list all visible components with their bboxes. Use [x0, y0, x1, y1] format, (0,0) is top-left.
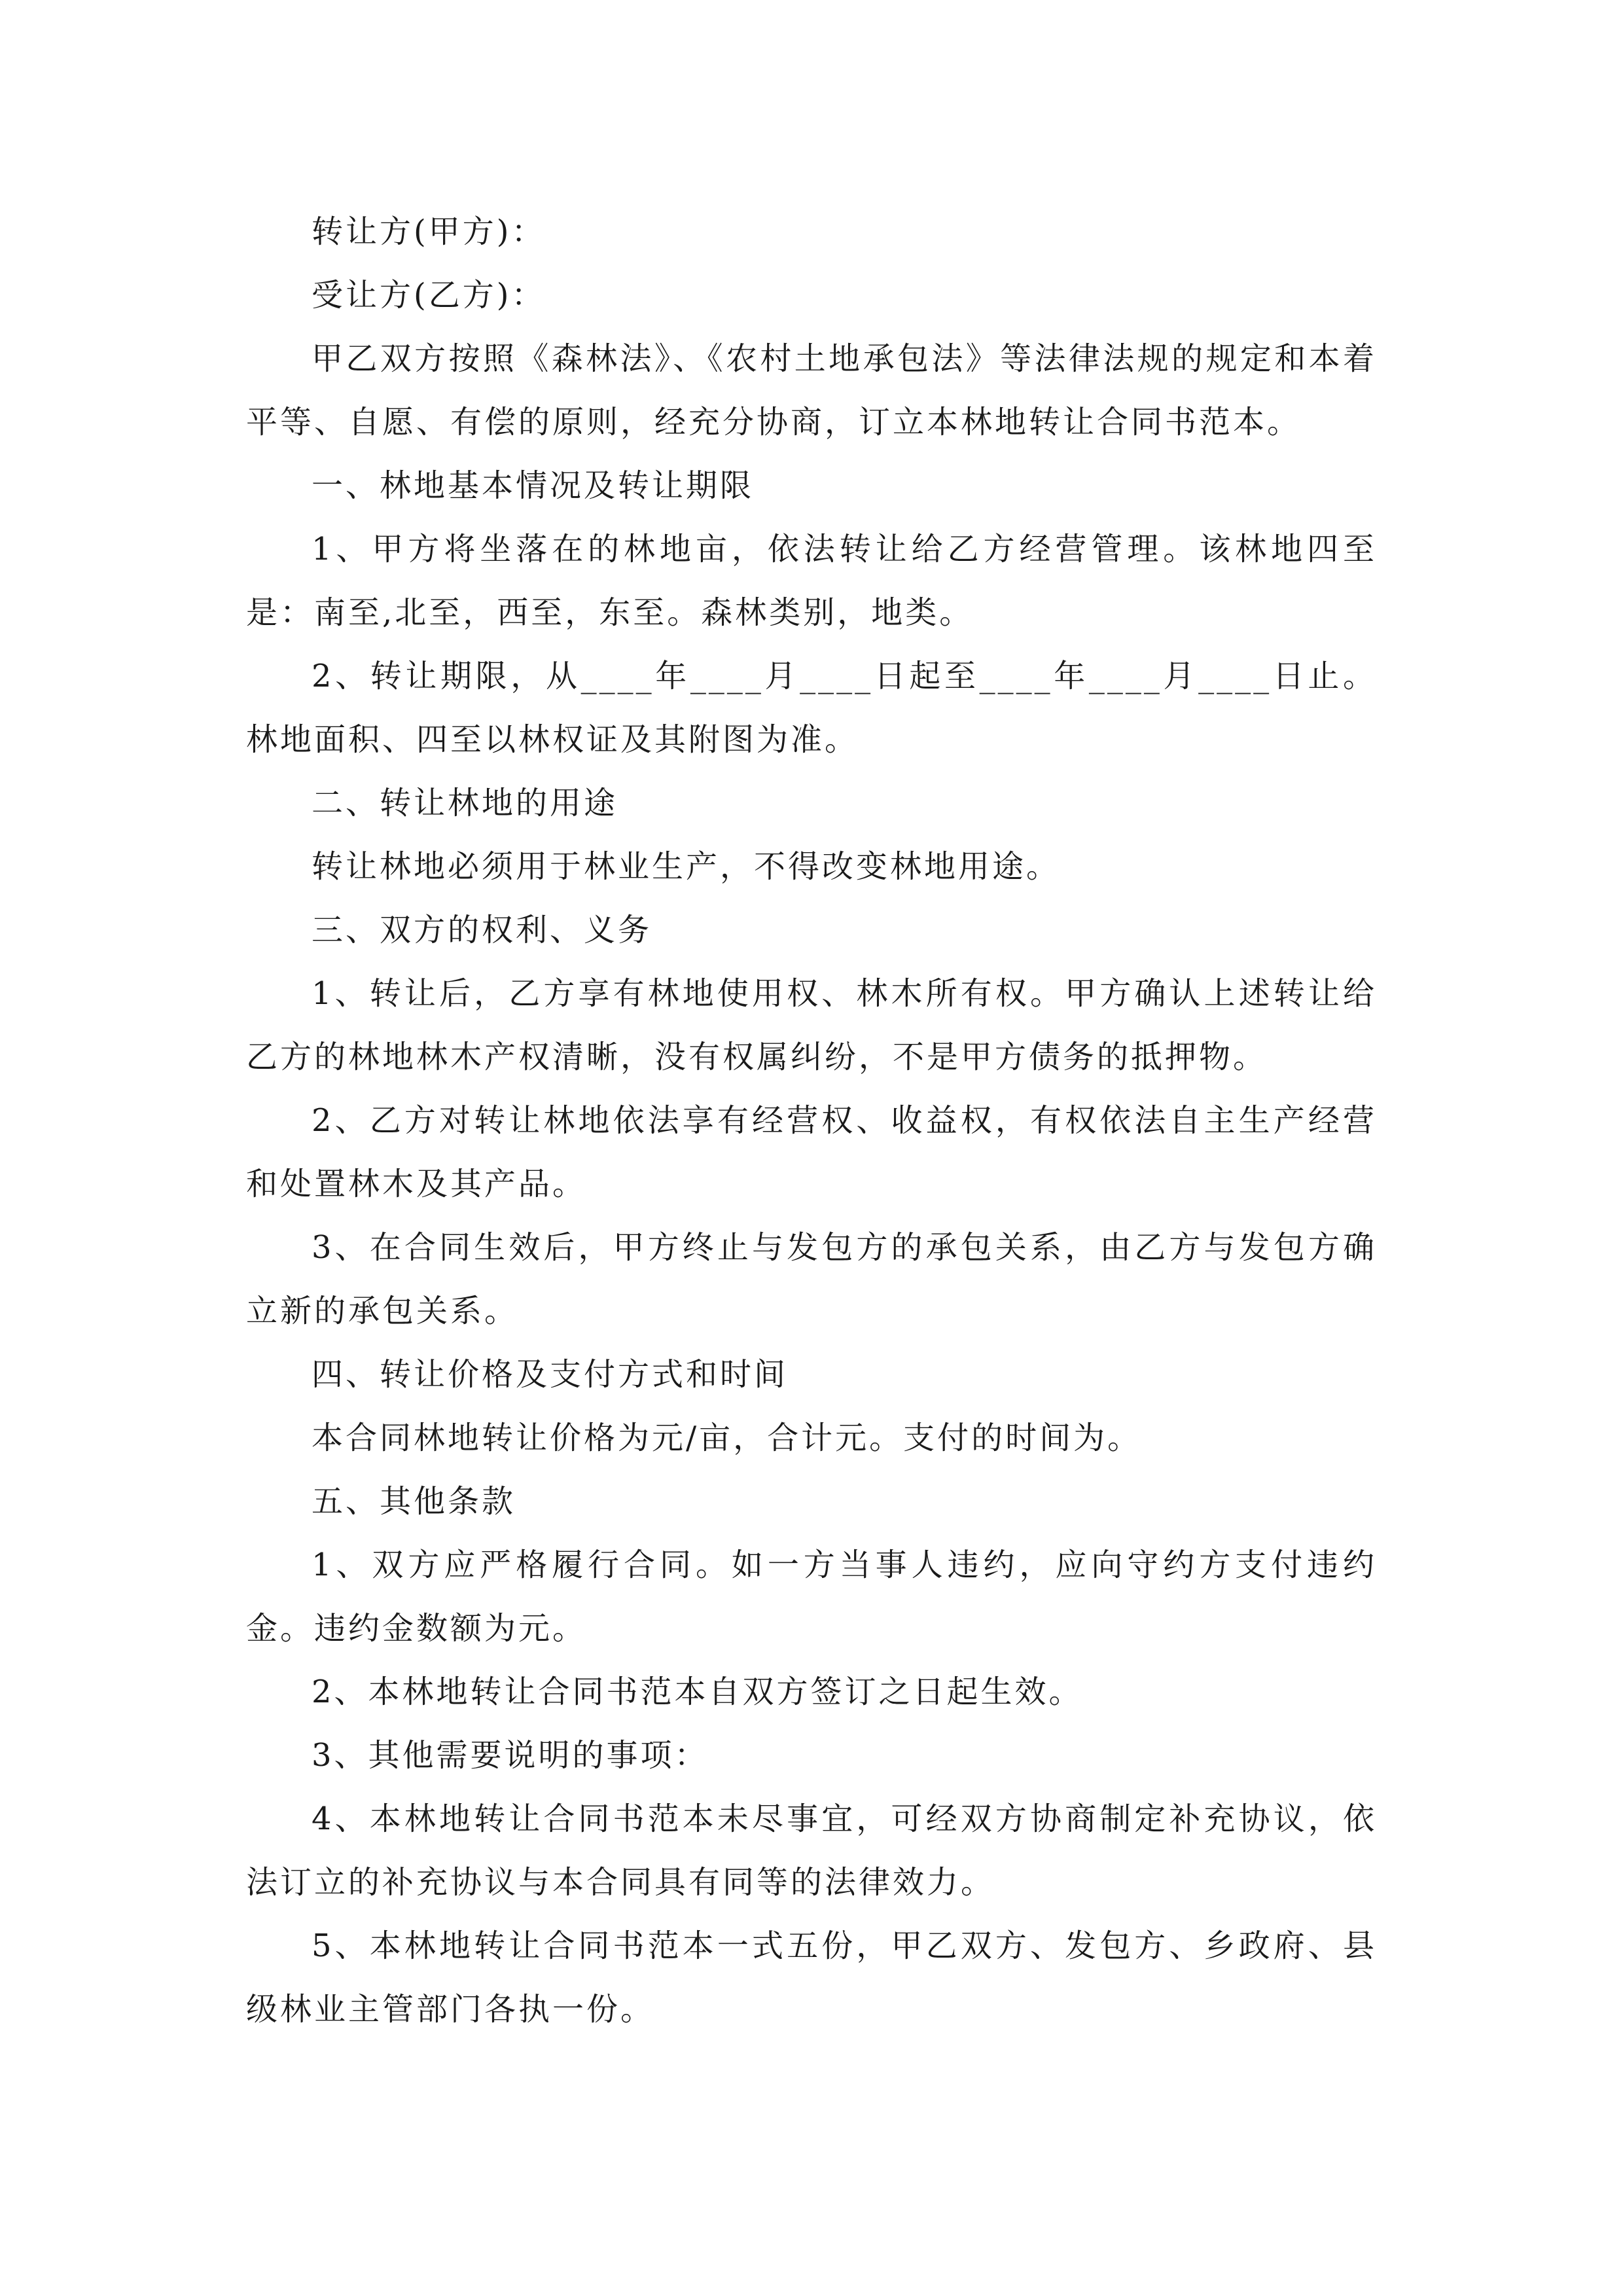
- section-1-heading: 一、林地基本情况及转让期限: [312, 467, 755, 504]
- transferor-label: 转让方(甲方)：: [312, 213, 546, 250]
- section-3-item-2: 2、乙方对转让林地依法享有经营权、收益权，有权依法自主生产经营和处置林木及其产品。: [246, 1102, 1377, 1202]
- preamble-paragraph: 甲乙双方按照《森林法》、《农村土地承包法》等法律法规的规定和本着平等、自愿、有偿的原则，经充分协商，订立本林地转让合同书范本。: [246, 340, 1377, 440]
- section-2-body: 转让林地必须用于林业生产，不得改变林地用途。: [312, 848, 1061, 885]
- section-3-heading: 三、双方的权利、义务: [312, 912, 652, 948]
- section-1-item-2: 2、转让期限，从____年____月____日起至____年____月____日止。林地面积、四至以林权证及其附图为准。: [246, 658, 1377, 758]
- section-5-item-1: 1、双方应严格履行合同。如一方当事人违约，应向守约方支付违约金。违约金数额为元。: [246, 1547, 1377, 1647]
- section-2-heading: 二、转让林地的用途: [312, 785, 618, 821]
- section-5-item-3: 3、其他需要说明的事项：: [312, 1737, 709, 1774]
- section-3-item-3: 3、在合同生效后，甲方终止与发包方的承包关系，由乙方与发包方确立新的承包关系。: [246, 1229, 1377, 1329]
- section-1-item-1: 1、甲方将坐落在的林地亩，依法转让给乙方经营管理。该林地四至是：南至,北至，西至，东至。森林类别，地类。: [246, 531, 1377, 631]
- section-3-item-1: 1、转让后，乙方享有林地使用权、林木所有权。甲方确认上述转让给乙方的林地林木产权清晰，没有权属纠纷，不是甲方债务的抵押物。: [246, 975, 1377, 1075]
- section-5-heading: 五、其他条款: [312, 1483, 516, 1520]
- section-5-item-5: 5、本林地转让合同书范本一式五份，甲乙双方、发包方、乡政府、县级林业主管部门各执一份。: [246, 1928, 1377, 2028]
- section-5-item-4: 4、本林地转让合同书范本未尽事宜，可经双方协商制定补充协议，依法订立的补充协议与本合同具有同等的法律效力。: [246, 1801, 1377, 1901]
- section-5-item-2: 2、本林地转让合同书范本自双方签订之日起生效。: [312, 1674, 1083, 1710]
- transferee-label: 受让方(乙方)：: [312, 277, 546, 314]
- section-4-body: 本合同林地转让价格为元/亩，合计元。支付的时间为。: [312, 1420, 1142, 1456]
- section-4-heading: 四、转让价格及支付方式和时间: [312, 1356, 789, 1393]
